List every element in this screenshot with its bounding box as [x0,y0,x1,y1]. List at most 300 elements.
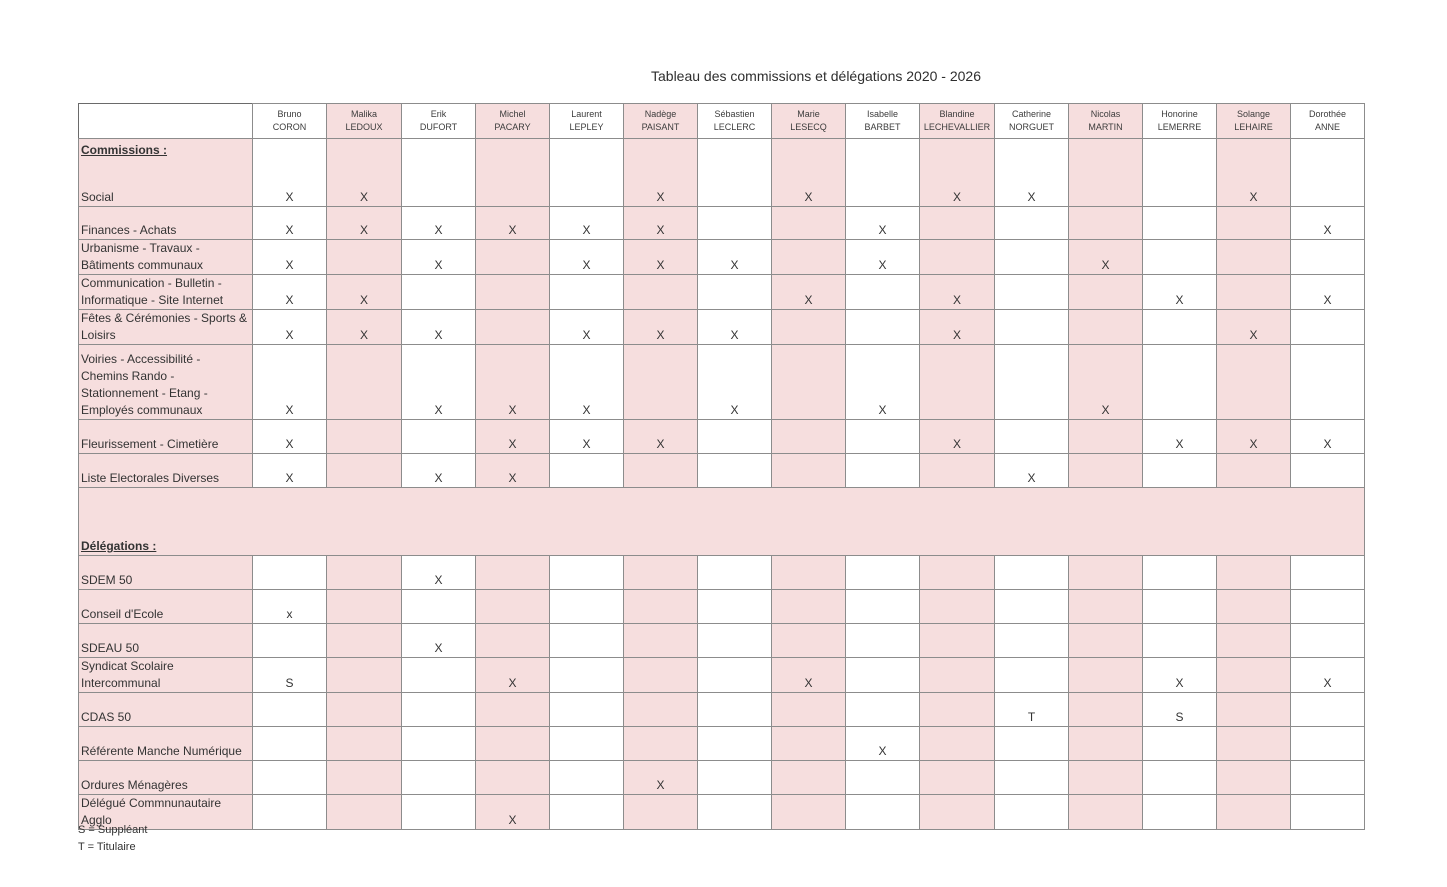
mark-cell: X [1291,420,1365,454]
commissions-label: Fleurissement - Cimetière [81,437,219,451]
mark-cell [920,795,995,830]
commissions-label-cell [79,345,253,420]
mark-cell [1069,420,1143,454]
mark-cell [1143,139,1217,207]
mark-cell [1217,727,1291,761]
mark-cell [1069,207,1143,240]
member-header [846,104,920,139]
delegations-label: Syndicat Scolaire Intercommunal [81,659,174,690]
mark-cell [1291,139,1365,207]
mark-cell [995,207,1069,240]
commissions-label: Urbanisme - Travaux - Bâtiments communaux [81,241,204,272]
mark-cell: X [253,275,327,310]
mark-cell: X [1069,240,1143,275]
mark-cell [476,590,550,624]
section-separator [79,488,1365,556]
commissions-heading: Commissions : [81,143,168,157]
member-last-name: LESECQ [790,122,827,132]
mark-cell [1069,454,1143,488]
mark-cell: X [476,420,550,454]
mark-cell: X [550,207,624,240]
mark-cell [1217,207,1291,240]
mark-cell [253,693,327,727]
mark-cell [550,454,624,488]
mark-cell [1143,727,1217,761]
mark-cell [772,454,846,488]
mark-cell [846,454,920,488]
mark-cell [995,310,1069,345]
mark-cell: X [772,275,846,310]
mark-cell [920,240,995,275]
legend-suppleant: S = Suppléant [78,824,148,836]
mark-cell [698,590,772,624]
delegations-label-cell [79,590,253,624]
mark-cell [624,345,698,420]
mark-cell: X [402,240,476,275]
member-first-name: Solange [1236,109,1271,119]
mark-cell [920,624,995,658]
mark-cell [772,556,846,590]
commissions-label: Fêtes & Cérémonies - Sports & Loisirs [81,311,248,342]
header-corner [79,104,253,139]
mark-cell [476,310,550,345]
mark-cell [1217,624,1291,658]
commissions-label-cell [79,310,253,345]
mark-cell: X [402,345,476,420]
mark-cell [772,240,846,275]
member-last-name: MARTIN [1088,122,1123,132]
mark-cell [327,658,402,693]
mark-cell [920,590,995,624]
commissions-label: Social [81,190,114,204]
mark-cell [327,556,402,590]
mark-cell [995,275,1069,310]
mark-cell [476,727,550,761]
mark-cell [1291,590,1365,624]
mark-cell [476,624,550,658]
mark-cell: X [476,454,550,488]
mark-cell: X [1291,658,1365,693]
mark-cell [327,420,402,454]
member-last-name: ANNE [1314,122,1340,132]
mark-cell [327,624,402,658]
mark-cell [327,795,402,830]
mark-cell: X [1217,310,1291,345]
mark-cell [1069,624,1143,658]
mark-cell [1143,590,1217,624]
mark-cell [995,727,1069,761]
mark-cell [550,727,624,761]
mark-cell [402,590,476,624]
mark-cell [1217,275,1291,310]
mark-cell [698,454,772,488]
commissions-label-cell [79,454,253,488]
mark-cell [1217,761,1291,795]
member-last-name: DUFORT [419,122,458,132]
mark-cell [550,624,624,658]
mark-cell [1069,761,1143,795]
commissions-label-cell [79,207,253,240]
mark-cell [698,693,772,727]
mark-cell [1069,795,1143,830]
mark-cell [846,624,920,658]
mark-cell [698,556,772,590]
delegations-row [79,795,1365,830]
mark-cell [772,207,846,240]
mark-cell [1143,240,1217,275]
commissions-row [79,275,1365,310]
mark-cell [624,275,698,310]
mark-cell [253,761,327,795]
mark-cell [920,693,995,727]
mark-cell [1291,693,1365,727]
mark-cell: X [550,240,624,275]
mark-cell [698,761,772,795]
mark-cell [1291,727,1365,761]
mark-cell [476,556,550,590]
mark-cell: X [920,310,995,345]
mark-cell [846,693,920,727]
mark-cell: X [772,139,846,207]
member-header [550,104,624,139]
mark-cell [1217,345,1291,420]
member-first-name: Michel [499,109,526,119]
member-last-name: LECHEVALLIER [923,122,991,132]
member-first-name: Nadège [644,109,677,119]
mark-cell [1143,795,1217,830]
commissions-row [79,207,1365,240]
mark-cell [402,275,476,310]
member-header [1143,104,1217,139]
mark-cell [327,454,402,488]
delegations-label-cell [79,624,253,658]
mark-cell [772,761,846,795]
member-header [698,104,772,139]
mark-cell [624,727,698,761]
mark-cell [476,139,550,207]
mark-cell [1143,345,1217,420]
mark-cell [846,761,920,795]
mark-cell [1069,310,1143,345]
delegations-row [79,624,1365,658]
mark-cell [772,420,846,454]
mark-cell [772,590,846,624]
member-header [624,104,698,139]
mark-cell [402,761,476,795]
member-last-name: CORON [272,122,307,132]
mark-cell [1217,590,1291,624]
member-first-name: Erik [430,109,447,119]
mark-cell [698,624,772,658]
delegations-label-cell [79,658,253,693]
mark-cell: X [253,454,327,488]
mark-cell [624,795,698,830]
mark-cell: X [846,207,920,240]
commissions-label: Liste Electorales Diverses [81,471,220,485]
commissions-row [79,454,1365,488]
mark-cell [624,624,698,658]
mark-cell: X [846,345,920,420]
mark-cell [846,590,920,624]
mark-cell: X [550,345,624,420]
mark-cell: x [253,590,327,624]
mark-cell [402,795,476,830]
mark-cell: X [253,139,327,207]
member-last-name: LEPLEY [569,122,604,132]
mark-cell [402,139,476,207]
mark-cell [1069,693,1143,727]
mark-cell [698,795,772,830]
mark-cell [402,420,476,454]
mark-cell: X [476,345,550,420]
mark-cell: X [1143,658,1217,693]
mark-cell [772,624,846,658]
mark-cell [772,310,846,345]
mark-cell [1069,139,1143,207]
mark-cell [550,275,624,310]
member-first-name: Malika [350,109,377,119]
mark-cell: X [253,240,327,275]
mark-cell: S [253,658,327,693]
mark-cell [846,556,920,590]
mark-cell [327,761,402,795]
mark-cell [1069,658,1143,693]
mark-cell: X [846,240,920,275]
mark-cell [920,761,995,795]
mark-cell [550,693,624,727]
delegations-label: SDEAU 50 [81,641,140,655]
mark-cell: X [1069,345,1143,420]
mark-cell [253,795,327,830]
mark-cell: X [402,454,476,488]
commissions-label-cell [79,420,253,454]
mark-cell: X [327,275,402,310]
mark-cell [995,240,1069,275]
member-first-name: Marie [797,109,820,119]
mark-cell: X [327,310,402,345]
member-header [402,104,476,139]
mark-cell: X [920,139,995,207]
mark-cell [253,624,327,658]
delegations-row [79,693,1365,727]
mark-cell: X [624,761,698,795]
commissions-label: Finances - Achats [81,223,177,237]
mark-cell [995,761,1069,795]
mark-cell [995,658,1069,693]
mark-cell: X [1217,420,1291,454]
mark-cell [995,420,1069,454]
mark-cell [1143,761,1217,795]
mark-cell [846,795,920,830]
mark-cell [920,658,995,693]
member-first-name: Honorine [1161,109,1198,119]
member-last-name: LEMERRE [1157,122,1202,132]
mark-cell: X [995,139,1069,207]
member-first-name: Nicolas [1090,109,1121,119]
mark-cell: X [624,310,698,345]
delegations-heading: Délégations : [81,539,157,553]
delegations-label: SDEM 50 [81,573,133,587]
mark-cell: X [846,727,920,761]
mark-cell [624,693,698,727]
member-first-name: Laurent [571,109,602,119]
mark-cell [327,590,402,624]
mark-cell: X [1291,207,1365,240]
mark-cell [1069,275,1143,310]
commissions-row [79,139,1365,207]
member-last-name: PACARY [494,122,531,132]
member-header [1217,104,1291,139]
mark-cell [772,345,846,420]
mark-cell: X [698,310,772,345]
mark-cell [1069,590,1143,624]
mark-cell [1217,693,1291,727]
mark-cell: X [327,207,402,240]
mark-cell [1217,454,1291,488]
legend-titulaire: T = Titulaire [78,841,136,853]
delegations-row [79,658,1365,693]
mark-cell [846,420,920,454]
mark-cell: X [253,310,327,345]
mark-cell [1069,556,1143,590]
delegations-row [79,727,1365,761]
member-header [476,104,550,139]
mark-cell [698,275,772,310]
member-header [920,104,995,139]
mark-cell [402,727,476,761]
member-first-name: Sébastien [714,109,755,119]
mark-cell [550,139,624,207]
mark-cell [995,590,1069,624]
mark-cell [995,345,1069,420]
member-last-name: BARBET [864,122,901,132]
delegations-label-cell [79,693,253,727]
mark-cell [920,556,995,590]
mark-cell: X [402,556,476,590]
mark-cell [550,556,624,590]
mark-cell [1217,240,1291,275]
commissions-row [79,345,1365,420]
mark-cell [327,240,402,275]
delegations-label: CDAS 50 [81,710,132,724]
commissions-label: Communication - Bulletin - Informatique - Site Internet [81,276,224,307]
mark-cell: X [402,624,476,658]
mark-cell [698,207,772,240]
member-header [772,104,846,139]
commissions-row [79,240,1365,275]
mark-cell: X [1143,420,1217,454]
delegations-label: Conseil d'Ecole [81,607,164,621]
mark-cell [327,345,402,420]
mark-cell [846,658,920,693]
mark-cell: X [476,658,550,693]
mark-cell [624,658,698,693]
mark-cell [1291,345,1365,420]
delegations-label-cell [79,727,253,761]
mark-cell [1143,454,1217,488]
mark-cell: X [1143,275,1217,310]
delegations-row [79,761,1365,795]
member-first-name: Isabelle [866,109,899,119]
mark-cell: X [1291,275,1365,310]
delegations-label: Référente Manche Numérique [81,744,242,758]
member-header [253,104,327,139]
mark-cell: X [698,240,772,275]
mark-cell [1217,795,1291,830]
mark-cell [624,454,698,488]
mark-cell [1143,310,1217,345]
mark-cell: X [476,795,550,830]
mark-cell: X [476,207,550,240]
member-header [327,104,402,139]
mark-cell [1291,454,1365,488]
mark-cell: X [995,454,1069,488]
commissions-row [79,420,1365,454]
mark-cell: X [550,420,624,454]
delegations-label-cell [79,556,253,590]
member-first-name: Catherine [1011,109,1052,119]
commissions-table [78,103,1365,830]
page-title: Tableau des commissions et délégations 2020 - 2026 [651,68,981,84]
mark-cell: X [253,420,327,454]
mark-cell [402,693,476,727]
mark-cell: X [698,345,772,420]
delegations-row [79,556,1365,590]
mark-cell: X [1217,139,1291,207]
member-first-name: Blandine [939,109,975,119]
mark-cell [1291,556,1365,590]
mark-cell [995,556,1069,590]
mark-cell [920,345,995,420]
mark-cell [402,658,476,693]
member-header [995,104,1069,139]
mark-cell: X [624,240,698,275]
member-last-name: PAISANT [641,122,680,132]
commissions-label-cell [79,139,253,207]
mark-cell [846,310,920,345]
mark-cell [327,693,402,727]
mark-cell [476,275,550,310]
mark-cell [920,207,995,240]
mark-cell [253,727,327,761]
mark-cell: X [920,420,995,454]
mark-cell [1143,556,1217,590]
commissions-row [79,310,1365,345]
mark-cell [698,139,772,207]
mark-cell [624,556,698,590]
mark-cell [253,556,327,590]
mark-cell: X [253,345,327,420]
mark-cell [624,590,698,624]
mark-cell [550,658,624,693]
separator-cell [79,488,1365,556]
commissions-label: Voiries - Accessibilité - Chemins Rando - Stationnement - Etang - Employés communaux [81,352,208,417]
mark-cell [550,795,624,830]
mark-cell [846,275,920,310]
member-last-name: LECLERC [713,122,756,132]
commissions-label-cell [79,275,253,310]
mark-cell: X [624,420,698,454]
mark-cell [920,454,995,488]
mark-cell: X [550,310,624,345]
mark-cell: X [253,207,327,240]
member-first-name: Dorothée [1308,109,1347,119]
mark-cell: X [402,310,476,345]
mark-cell [1143,207,1217,240]
member-header [1291,104,1365,139]
member-last-name: LEHAIRE [1234,122,1273,132]
mark-cell [1291,624,1365,658]
